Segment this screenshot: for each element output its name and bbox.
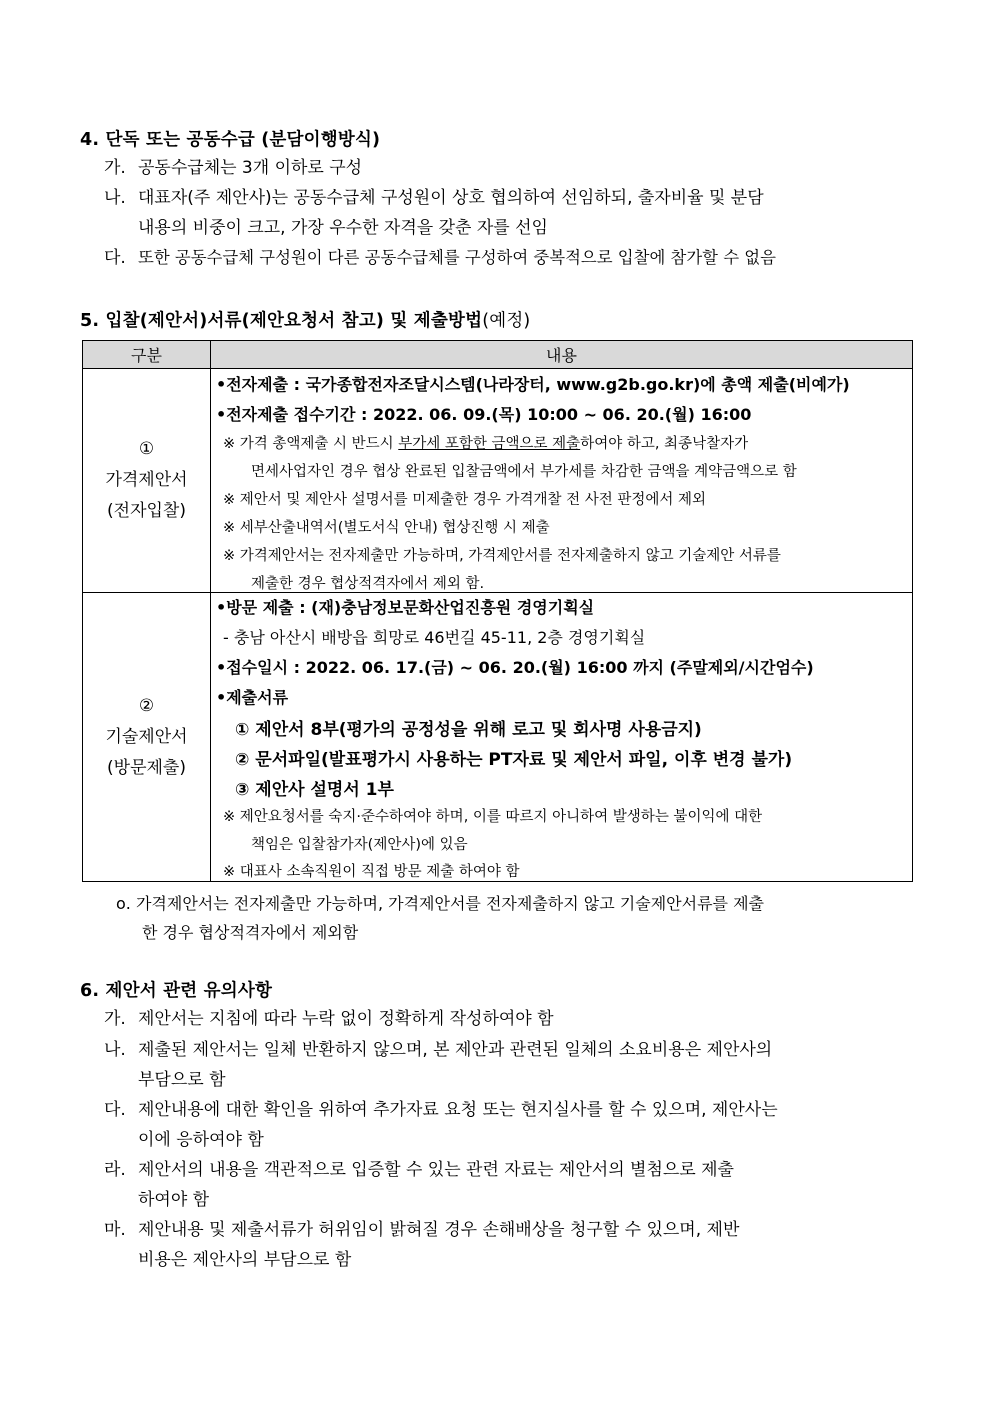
note-text: 하여야 하고, 최종낙찰자가 bbox=[580, 436, 749, 452]
section-6-title: 6. 제안서 관련 유의사항 bbox=[80, 981, 273, 1001]
table-footnote: ο. 가격제안서는 전자제출만 가능하며, 가격제안서를 전자제출하지 않고 기술제안서류를 제출 bbox=[116, 894, 764, 913]
note-line: ※ 제안요청서를 숙지·준수하여야 하며, 이를 따르지 아니하여 발생하는 불이익에 대한 bbox=[223, 809, 763, 825]
item-key: 가. bbox=[104, 1009, 126, 1029]
category-cell-price bbox=[83, 369, 211, 593]
category-cell-tech bbox=[83, 593, 211, 882]
item-text-cont: 부담으로 함 bbox=[138, 1070, 226, 1090]
note-line: 면세사업자인 경우 협상 완료된 입찰금액에서 부가세를 차감한 금액을 계약금액으로 함 bbox=[251, 464, 797, 480]
item-key: 다. bbox=[104, 1100, 126, 1120]
table-row-tech-proposal bbox=[83, 593, 913, 882]
document-item: ① 제안서 8부(평가의 공정성을 위해 로고 및 회사명 사용금지) bbox=[235, 720, 702, 740]
document-item: ③ 제안사 설명서 1부 bbox=[235, 780, 394, 800]
header-content: 내용 bbox=[211, 341, 913, 369]
section-5-title-main: 5. 입찰(제안서)서류(제안요청서 참고) 및 제출방법 bbox=[80, 311, 483, 331]
address-line: - 충남 아산시 배방읍 희망로 46번길 45-11, 2층 경영기획실 bbox=[223, 628, 646, 647]
item-key: 라. bbox=[104, 1160, 126, 1180]
item-text: 공동수급체는 3개 이하로 구성 bbox=[138, 158, 363, 178]
item-key: 가. bbox=[104, 158, 126, 178]
note-line: ※ 세부산출내역서(별도서식 안내) 협상진행 시 제출 bbox=[223, 520, 550, 536]
note-line bbox=[223, 432, 748, 453]
section-4-title: 4. 단독 또는 공동수급 (분담이행방식) bbox=[80, 130, 381, 150]
item-text: 제안내용에 대한 확인을 위하여 추가자료 요청 또는 현지실사를 할 수 있으며, 제안사는 bbox=[138, 1100, 778, 1120]
category-method: (방문제출) bbox=[107, 757, 186, 778]
content-cell-price bbox=[211, 369, 913, 593]
section-5-title-suffix: (예정) bbox=[482, 311, 531, 331]
content-line: •접수일시 : 2022. 06. 17.(금) ~ 06. 20.(월) 16:00 까지 (주말제외/시간엄수) bbox=[216, 658, 814, 677]
header-category: 구분 bbox=[83, 341, 211, 369]
item-text: 제안내용 및 제출서류가 허위임이 밝혀질 경우 손해배상을 청구할 수 있으며, 제반 bbox=[138, 1220, 740, 1240]
note-line: ※ 제안서 및 제안사 설명서를 미제출한 경우 가격개찰 전 사전 판정에서 제외 bbox=[223, 492, 707, 508]
item-text-cont: 하여야 함 bbox=[138, 1190, 210, 1210]
item-text: 또한 공동수급체 구성원이 다른 공동수급체를 구성하여 중복적으로 입찰에 참가할 수 없음 bbox=[138, 248, 776, 267]
content-line: •전자제출 접수기간 : 2022. 06. 09.(목) 10:00 ~ 06. 20.(월) 16:00 bbox=[216, 405, 752, 424]
section-5-title bbox=[80, 307, 530, 332]
content-cell-tech bbox=[211, 593, 913, 882]
content-line: •전자제출 : 국가종합전자조달시스템(나라장터, www.g2b.go.kr)에 총액 제출(비예가) bbox=[216, 375, 850, 394]
content-line: •제출서류 bbox=[216, 688, 289, 707]
item-text: 제출된 제안서는 일체 반환하지 않으며, 본 제안과 관련된 일체의 소요비용은 제안사의 bbox=[138, 1040, 773, 1060]
item-text-cont: 비용은 제안사의 부담으로 함 bbox=[138, 1250, 352, 1270]
row-number: ① bbox=[138, 439, 155, 459]
item-text: 제안서는 지침에 따라 누락 없이 정확하게 작성하여야 함 bbox=[138, 1009, 554, 1029]
submission-table bbox=[82, 340, 913, 882]
category-name: 기술제안서 bbox=[105, 726, 188, 747]
item-text-cont: 이에 응하여야 함 bbox=[138, 1130, 264, 1150]
item-key: 나. bbox=[104, 188, 126, 208]
note-line: 제출한 경우 협상적격자에서 제외 함. bbox=[251, 576, 485, 592]
category-name: 가격제안서 bbox=[105, 470, 188, 490]
note-text: ※ 가격 총액제출 시 반드시 bbox=[223, 436, 399, 452]
item-key: 마. bbox=[104, 1220, 126, 1240]
note-line: ※ 대표사 소속직원이 직접 방문 제출 하여야 함 bbox=[223, 864, 520, 880]
note-line: 책임은 입찰참가자(제안사)에 있음 bbox=[251, 837, 468, 853]
item-text: 제안서의 내용을 객관적으로 입증할 수 있는 관련 자료는 제안서의 별첨으로 제출 bbox=[138, 1160, 734, 1180]
document-item: ② 문서파일(발표평가시 사용하는 PT자료 및 제안서 파일, 이후 변경 불가) bbox=[235, 750, 793, 770]
underlined-text: 부가세 포함한 금액으로 제출 bbox=[398, 436, 581, 452]
item-text: 대표자(주 제안사)는 공동수급체 구성원이 상호 협의하여 선임하되, 출자비율 및 분담 bbox=[138, 188, 764, 208]
row-number: ② bbox=[138, 695, 155, 716]
note-line: ※ 가격제안서는 전자제출만 가능하며, 가격제안서를 전자제출하지 않고 기술제안 서류를 bbox=[223, 548, 781, 564]
item-key: 다. bbox=[104, 248, 126, 268]
item-text-cont: 내용의 비중이 크고, 가장 우수한 자격을 갖춘 자를 선임 bbox=[138, 218, 548, 238]
table-row-price-proposal bbox=[83, 369, 913, 593]
item-key: 나. bbox=[104, 1040, 126, 1060]
table-footnote-cont: 한 경우 협상적격자에서 제외함 bbox=[142, 923, 359, 942]
content-line: •방문 제출 : (재)충남정보문화산업진흥원 경영기획실 bbox=[216, 598, 595, 617]
category-method: (전자입찰) bbox=[107, 501, 186, 521]
